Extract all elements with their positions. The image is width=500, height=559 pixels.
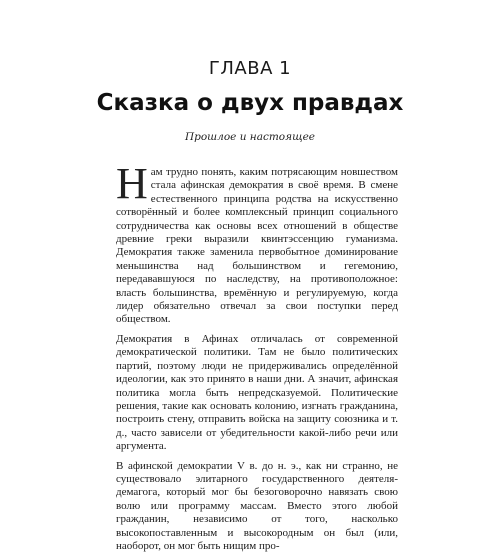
- paragraph-1-text: ам трудно понять, каким потрясающим новшеством стала афинская демократия в своё время. В смене естественного принципа родства на искусственно сотворённый и более комплексный принцип социального сотрудничества как основы всех отношений в обществе древние греки выразили квинтэссенцию гуманизма. Демократия также заменила первобытное доминирование меньшинства над большинством и гегемонию, передававшуюся по наследству, на противоположное: власть большинства, времённую и регулируемую, когда лидер обязательно отвечал за свои поступки перед обществом.: [116, 166, 398, 326]
- paragraph-3: В афинской демократии V в. до н. э., как ни странно, не существовало элитарного государственного деятеля-демагога, который мог бы безоговорочно навязать свою волю или программу массам. Вместо этого любой гражданин, независимо от того, насколько высокопоставленным и высокородным он был (или, наоборот, он мог быть нищим про-: [116, 459, 398, 552]
- drop-cap: Н: [116, 159, 148, 208]
- chapter-title: Сказка о двух правдах: [96, 90, 404, 116]
- paragraph-1: [116, 159, 398, 327]
- chapter-subtitle: Прошлое и настоящее: [184, 131, 316, 143]
- paragraph-2: Демократия в Афинах отличалась от современной демократической политики. Там не было политических партий, поэтому люди не придерживались определённой идеологии, как это принято в наши дни. А значит, афинская политика могла быть непредсказуемой. Политические решения, такие как основать колонию, изгнать гражданина, построить стену, отправить войска на защиту союзника и т. д., часто зависели от убедительности какой-либо речи или аргумента.: [116, 332, 398, 453]
- chapter-label: ГЛАВА 1: [208, 58, 292, 79]
- body-text: [116, 159, 398, 559]
